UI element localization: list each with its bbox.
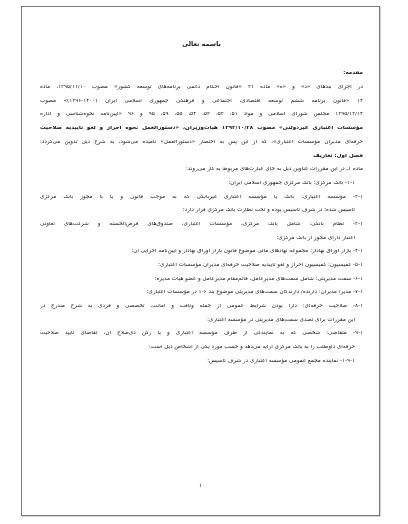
text-line: این مقررات برای تصدی سمت‌های مدیریتی در مؤسسه اعتباری؛ [207, 317, 355, 323]
text-line: فصل اول: تعاریف [313, 153, 363, 159]
document-title: باسمه تعالی [182, 40, 221, 48]
text-line: تأسیس شده؛ در شرف تأسیس بوده و تحت نظارت بانک مرکزی قرار دارد؛ [182, 208, 355, 214]
text-line: ۲-۱- مؤسسه اعتباری: بانک یا مؤسسه اعتباری غیربانکی که به موجب قانون و یا با مجوز بانک مرکزی [40, 194, 363, 200]
text-line: اعتبار دارای مجوز از بانک مرکزی؛ [276, 235, 355, 241]
document-lines [40, 71, 363, 364]
page-number: ۱ [198, 483, 202, 489]
text-line: ۵-۱- کمیسیون: کمیسیون احراز و لغو تأییدیه صلاحیت حرفه‌ای مدیران مؤسسات اعتباری؛ [158, 263, 363, 269]
text-line: مقدمه: [343, 71, 363, 77]
text-line: ۱-۱- بانک مرکزی: بانک مرکزی جمهوری اسلامی ایران؛ [228, 180, 355, 186]
text-line: ۸-۱- صلاحیت حرفه‌ای: دارا بودن شرایط عمومی از جمله وثاقت و امانت، تخصصی و فردی به شرح مندرج در [40, 304, 363, 310]
text-line: حرفه‌ای داوطلب را به بانک مرکزی ارایه می‌دهد و حسب مورد یکی از اشخاص ذیل است: [148, 345, 355, 351]
text-line: ۶-۱- سمت مدیریتی: شامل سمت‌های مدیرعامل، قائم‌مقام مدیرعامل و عضو هیأت مدیره؛ [154, 276, 363, 282]
text-line: در اجرای بندهای «د» و «ه» ماده ۲۱ «قانون احکام دائمی برنامه‌های توسعه کشور» مصوب ۱۳۹۵/۱۱/۱۰، ماده [40, 85, 363, 91]
text-line: ۱۴ «قانون برنامه ششم توسعه اقتصادی، اجتماعی و فرهنگی جمهوری اسلامی ایران (۱۴۰۰-۱۳۹۶)» مصوب [40, 98, 363, 104]
text-line: ۱۳۹۵/۱۲/۱۴ مجلس شورای اسلامی و مواد ۵۱، ۵۲، ۵۳، ۵۴، ۵۵، ۵۹، ۹۵ و ۹۶ «آیین‌نامه نحوه‌شناسی و اداره [40, 112, 363, 118]
document-body [40, 41, 363, 373]
text-line: ۷-۱- مدیر/ مدیران: دارنده/ دارندگان سمت‌های مدیریتی موضوع بند ۶-۱ در مؤسسات اعتباری؛ [146, 290, 363, 296]
text-line: ماده ۱ـ در این مقررات عناوین ذیل به جای عبارت‌های مربوط به کار می‌روند: [185, 167, 363, 173]
text-line: ۴-۱- بازار اوراق بهادار: مجموعه نهادهای مالی موضوع قانون بازار اوراق بهادار و آیین‌نامه اجرایی آن؛ [131, 249, 363, 255]
text-line: حرفه‌ای مدیران مؤسسات اعتباری»، که از این پس به اختصار «دستورالعمل» نامیده می‌شود، به شرح ذیل تدوین می‌گردد: [40, 139, 363, 145]
text-line: مؤسسات اعتباری غیردولتی» مصوب ۱۳۹۳/۱۰/۲۸ هیأت‌وزیران، «دستورالعمل نحوه احراز و لغو تأییدیه صلاحیت [40, 126, 363, 132]
document-page [21, 6, 380, 516]
text-line: ۹-۱- متقاضی: شخصی که به نمایندگی از طرف مؤسسه اعتباری و یا رکن ذی‌صلاح آن، تقاضای تأیید صلاحیت [40, 331, 363, 337]
text-line: ۱-۹-۱- نماینده مجمع عمومی مؤسسه اعتباری در شرف تأسیس؛ [207, 358, 355, 364]
text-line: ۳-۱- نظام بانکی: شامل بانک مرکزی، مؤسسات اعتباری، صندوق‌های قرض‌الحسنه و شرکت‌های تعاونی [40, 221, 363, 227]
